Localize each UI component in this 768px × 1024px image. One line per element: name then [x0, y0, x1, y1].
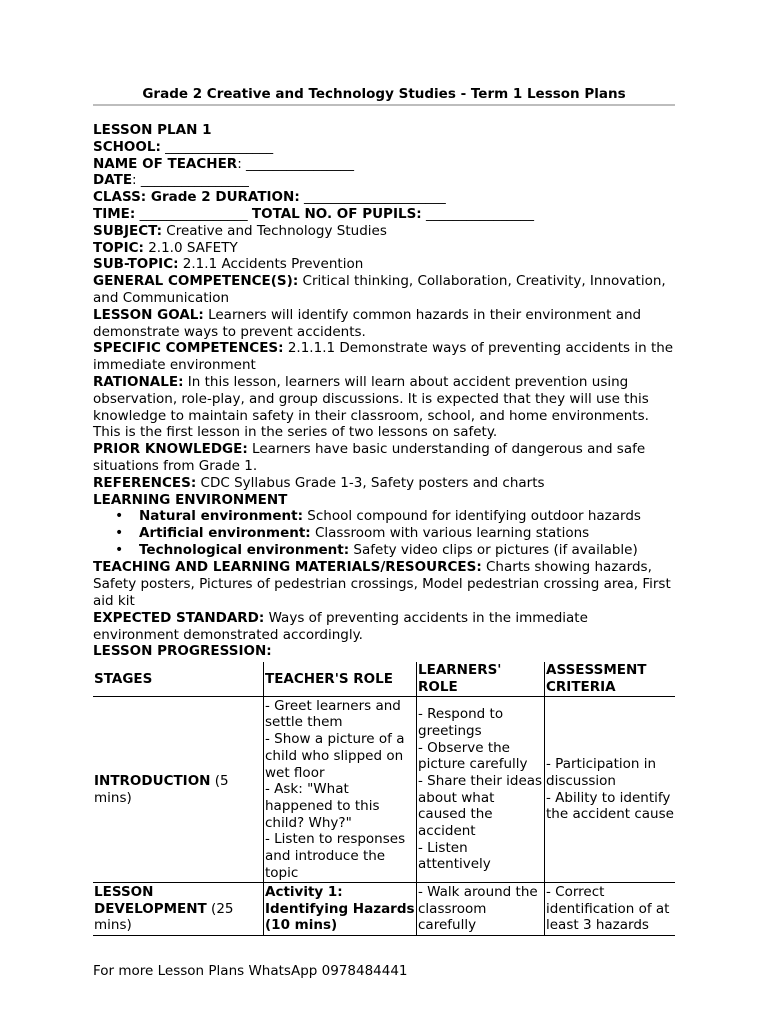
stage-name: LESSON DEVELOPMENT: [94, 884, 207, 917]
field-label: LESSON GOAL:: [93, 306, 204, 323]
field-label: EXPECTED STANDARD:: [93, 609, 265, 626]
field-line: [93, 240, 675, 257]
table-header-cell: STAGES: [93, 662, 264, 697]
teacher-role-cell: Activity 1: Identifying Hazards (10 mins): [264, 883, 417, 936]
stage-duration: (5 mins): [94, 772, 229, 806]
cell-line: - Participation in discussion: [546, 756, 657, 789]
assessment-cell: [545, 697, 676, 883]
list-item-value: Classroom with various learning stations: [310, 525, 590, 542]
stage-cell: [93, 697, 264, 883]
field-label: TOTAL NO. OF PUPILS:: [251, 205, 422, 222]
list-item-label: Artificial environment:: [139, 525, 311, 542]
field-label: TEACHING AND LEARNING MATERIALS/RESOURCES:: [93, 559, 482, 576]
cell-line: - Show a picture of a child who slipped on wet floor: [265, 731, 405, 781]
field-line: [93, 559, 675, 609]
cell-line: - Ask: "What happened to this child? Why?": [265, 781, 380, 831]
cell-line: - Listen to responses and introduce the topic: [265, 831, 406, 881]
field-line: [93, 340, 675, 374]
cell-line: - Respond to greetings: [418, 706, 504, 739]
list-item: [139, 508, 675, 525]
plan-heading: LESSON PLAN 1: [93, 122, 212, 138]
field-value: Ways of preventing accidents in the immediate environment demonstrated accordingly.: [93, 609, 588, 643]
document-page: [93, 86, 675, 936]
list-item: [139, 542, 675, 559]
field-value: _____________________: [299, 189, 446, 206]
field-label: GENERAL COMPETENCE(S):: [93, 273, 299, 290]
table-header-cell: TEACHER'S ROLE: [264, 662, 417, 697]
field-line: [93, 189, 675, 206]
field-line: [93, 307, 675, 341]
field-value: 2.1.0 SAFETY: [143, 239, 238, 256]
learners-role-cell: [417, 697, 545, 883]
field-line: [93, 206, 675, 223]
list-item-label: Natural environment:: [139, 508, 303, 525]
list-item-value: School compound for identifying outdoor hazards: [303, 508, 641, 525]
field-value: ________________: [160, 138, 274, 155]
field-label: TOPIC:: [93, 239, 144, 256]
field-value: : ________________: [237, 155, 355, 172]
table-header-cell: ASSESSMENT CRITERIA: [545, 662, 676, 697]
field-line: [93, 223, 675, 240]
footer-note: For more Lesson Plans WhatsApp 0978484441: [93, 963, 408, 979]
cell-line: - Listen attentively: [418, 839, 491, 873]
field-label: RATIONALE:: [93, 373, 184, 390]
field-line: [93, 256, 675, 273]
learning-environment-heading: LEARNING ENVIRONMENT: [93, 491, 288, 508]
field-value: 2.1.1.1 Demonstrate ways of preventing accidents in the immediate environment: [93, 340, 674, 374]
cell-line: - Greet learners and settle them: [265, 697, 401, 731]
cell-line: - Share their ideas about what caused the accident: [418, 772, 543, 840]
field-value: : ________________: [132, 172, 249, 189]
field-value: ________________: [421, 205, 534, 222]
assessment-cell: [545, 883, 676, 936]
cell-line: - Ability to identify the accident cause: [546, 789, 674, 823]
field-value: In this lesson, learners will learn about accident prevention using observation, role-play, and group discussions. It is expected that they will use this knowledge to maintain safety in their classroom, school, and home environments. This is the first lesson in the series of two lessons on safety.: [93, 373, 649, 441]
field-label: SCHOOL:: [93, 138, 161, 155]
field-value: Charts showing hazards, Safety posters, Pictures of pedestrian crossings, Model pedestrian crossing area, First aid kit: [93, 559, 671, 609]
table-header-row: [93, 662, 675, 697]
field-label: REFERENCES:: [93, 474, 197, 491]
lesson-progression-table: [93, 662, 675, 936]
learning-environment-list: [93, 508, 675, 559]
field-line: [93, 374, 675, 441]
cell-line: - Walk around the classroom carefully: [418, 884, 538, 934]
list-item-label: Technological environment:: [139, 542, 350, 559]
field-value: Learners have basic understanding of dangerous and safe situations from Grade 1.: [93, 441, 646, 474]
field-label: SUBJECT:: [93, 222, 162, 239]
field-label: PRIOR KNOWLEDGE:: [93, 441, 248, 458]
progression-heading: LESSON PROGRESSION:: [93, 643, 272, 660]
field-value: 2.1.1 Accidents Prevention: [178, 256, 364, 273]
cell-line: - Observe the picture carefully: [418, 739, 528, 773]
field-label: TIME:: [93, 205, 136, 222]
field-label: NAME OF TEACHER: [93, 155, 238, 172]
table-row: [93, 697, 675, 883]
field-line: [93, 273, 675, 307]
field-line: [93, 610, 675, 644]
field-value: Critical thinking, Collaboration, Creativity, Innovation, and Communication: [93, 273, 666, 306]
field-label: DATE: [93, 172, 133, 189]
field-line: [93, 156, 675, 173]
field-line: [93, 475, 675, 492]
field-label: SPECIFIC COMPETENCES:: [93, 340, 284, 357]
field-value: Creative and Technology Studies: [162, 222, 387, 239]
field-value: CDC Syllabus Grade 1-3, Safety posters and charts: [196, 474, 545, 491]
teacher-role-cell: [264, 697, 417, 883]
field-line: [93, 172, 675, 189]
materials-fields: [93, 559, 675, 643]
stage-duration: (25 mins): [94, 900, 234, 934]
list-item: [139, 525, 675, 542]
field-value: Learners will identify common hazards in their environment and demonstrate ways to prevent accidents.: [93, 306, 642, 340]
stage-name: INTRODUCTION: [94, 772, 211, 789]
table-header-cell: LEARNERS' ROLE: [417, 662, 545, 697]
field-line: [93, 441, 675, 475]
field-label: SUB-TOPIC:: [93, 256, 179, 273]
document-title: Grade 2 Creative and Technology Studies - Term 1 Lesson Plans: [93, 86, 675, 106]
field-value: ________________: [135, 205, 252, 222]
learners-role-cell: [417, 883, 545, 936]
table-row: [93, 883, 675, 936]
list-item-value: Safety video clips or pictures (if available): [349, 542, 638, 559]
field-line: [93, 139, 675, 156]
cell-line: - Correct identification of at least 3 hazards: [546, 884, 670, 934]
field-label: CLASS: Grade 2 DURATION:: [93, 189, 300, 206]
header-fields: [93, 139, 675, 492]
stage-cell: [93, 883, 264, 936]
